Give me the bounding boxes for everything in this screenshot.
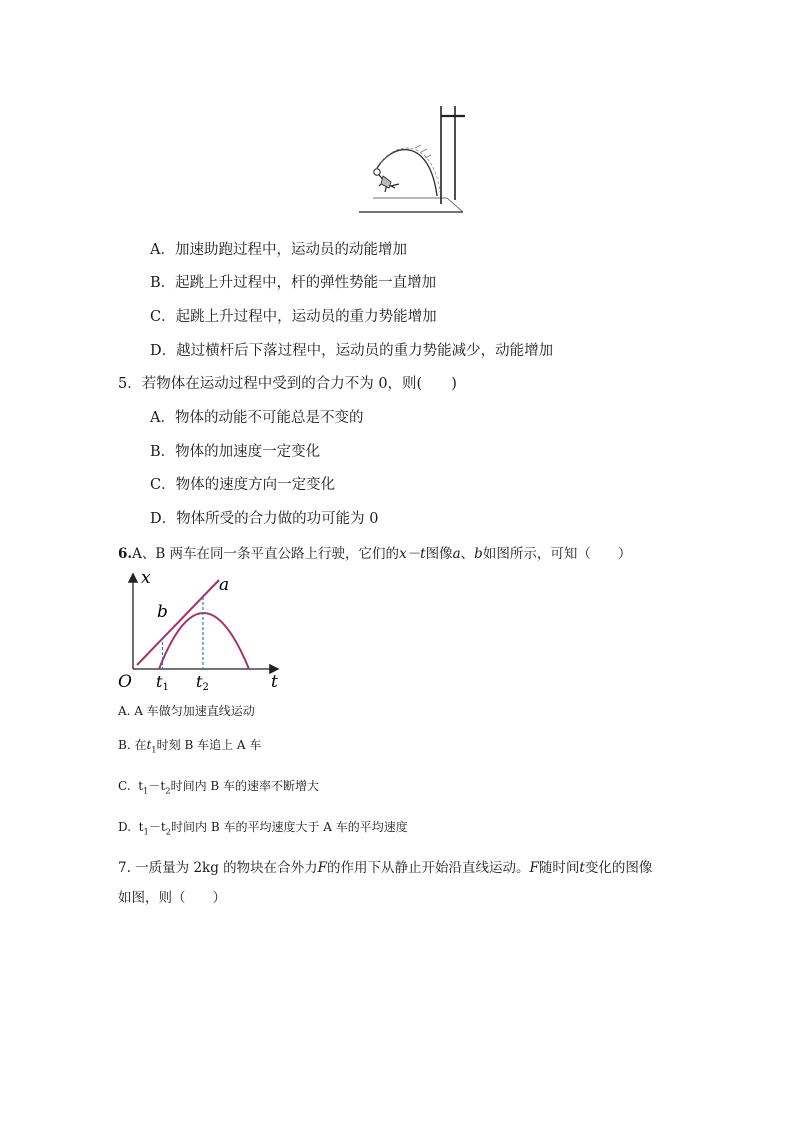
q6-stem-a: a bbox=[452, 546, 461, 562]
q6-option-c-t1: t bbox=[138, 779, 144, 793]
q6-option-c-s1: 1 bbox=[143, 785, 149, 796]
q7-line1-pre: 7. 一质量为 2kg 的物块在合外力 bbox=[118, 860, 318, 876]
q6-curve-b bbox=[159, 613, 249, 669]
q6-option-c-pre: C. bbox=[118, 779, 139, 793]
q5-option-c: C．物体的速度方向一定变化 bbox=[150, 477, 336, 493]
q5-option-b: B．物体的加速度一定变化 bbox=[150, 444, 321, 460]
q6-stem-mid: 图像 bbox=[425, 546, 453, 562]
q6-option-b bbox=[118, 736, 261, 754]
q6-stem-sep: 、 bbox=[460, 546, 475, 562]
q6-number: 6. bbox=[118, 546, 133, 562]
q6-origin-label: O bbox=[118, 672, 132, 692]
q6-y-label: x bbox=[141, 568, 151, 588]
q6-t1-label: t1 bbox=[156, 672, 169, 693]
q6-option-d-post: 时间内 B 车的平均速度大于 A 车的平均速度 bbox=[171, 820, 408, 834]
pole-vault-figure bbox=[355, 100, 470, 218]
q5-stem: 5．若物体在运动过程中受到的合力不为 0，则( ) bbox=[118, 376, 457, 392]
q7-line1-mid: 的作用下从静止开始沿直线运动。 bbox=[327, 860, 530, 876]
q6-stem-text: A、B 两车在同一条平直公路上行驶，它们的 bbox=[132, 546, 400, 562]
q6-option-c-post: 时间内 B 车的速率不断增大 bbox=[170, 779, 320, 793]
q6-option-c-dash: － bbox=[148, 779, 161, 793]
q7-F2: F bbox=[529, 860, 539, 876]
q6-stem bbox=[118, 542, 631, 562]
q6-stem-post: 如图所示，可知（ ） bbox=[482, 546, 632, 562]
q6-curve-b-label: b bbox=[157, 602, 168, 622]
q4-option-c: C．起跳上升过程中，运动员的重力势能增加 bbox=[150, 309, 437, 325]
q7-line1-mid2: 随时间 bbox=[538, 860, 580, 876]
q6-option-d-s2: 2 bbox=[165, 826, 171, 837]
q6-stem-b: b bbox=[474, 546, 483, 562]
q6-option-b-post: 时刻 B 车追上 A 车 bbox=[156, 738, 262, 752]
q6-t2-label: t2 bbox=[196, 672, 209, 693]
q6-option-d-pre: D. bbox=[118, 820, 139, 834]
q6-option-d bbox=[118, 818, 408, 836]
q6-stem-var: x－t bbox=[399, 546, 426, 562]
q6-option-a: A. A 车做匀加速直线运动 bbox=[118, 704, 255, 718]
q6-x-label: t bbox=[271, 672, 278, 692]
q6-curve-a-label: a bbox=[219, 575, 230, 595]
q4-option-d: D．越过横杆后下落过程中，运动员的重力势能减少，动能增加 bbox=[150, 343, 554, 359]
q6-option-d-s1: 1 bbox=[143, 826, 149, 837]
q6-line-a bbox=[137, 580, 219, 665]
q6-option-d-t1: t bbox=[138, 820, 144, 834]
q6-option-c-s2: 2 bbox=[165, 785, 171, 796]
q6-option-d-dash: － bbox=[148, 820, 161, 834]
q4-option-b: B．起跳上升过程中，杆的弹性势能一直增加 bbox=[150, 275, 437, 291]
q6-option-d-t2: t bbox=[160, 820, 166, 834]
q7-t: t bbox=[579, 860, 585, 876]
q6-option-b-var: t bbox=[146, 738, 152, 752]
q6-xt-graph bbox=[115, 565, 290, 693]
q6-option-c bbox=[118, 777, 319, 795]
q6-option-c-t2: t bbox=[160, 779, 166, 793]
q6-option-b-pre: B. 在 bbox=[118, 738, 147, 752]
q5-option-d: D．物体所受的合力做的功可能为 0 bbox=[150, 511, 379, 527]
q4-option-a: A．加速助跑过程中，运动员的动能增加 bbox=[150, 242, 407, 258]
q7-stem-line1 bbox=[118, 856, 652, 876]
q7-F1: F bbox=[317, 860, 328, 876]
q6-option-b-sub: 1 bbox=[151, 744, 157, 755]
q7-stem-line2: 如图，则（ ） bbox=[118, 890, 226, 906]
q7-line1-post: 变化的图像 bbox=[584, 860, 653, 876]
q5-option-a: A．物体的动能不可能总是不变的 bbox=[150, 410, 364, 426]
